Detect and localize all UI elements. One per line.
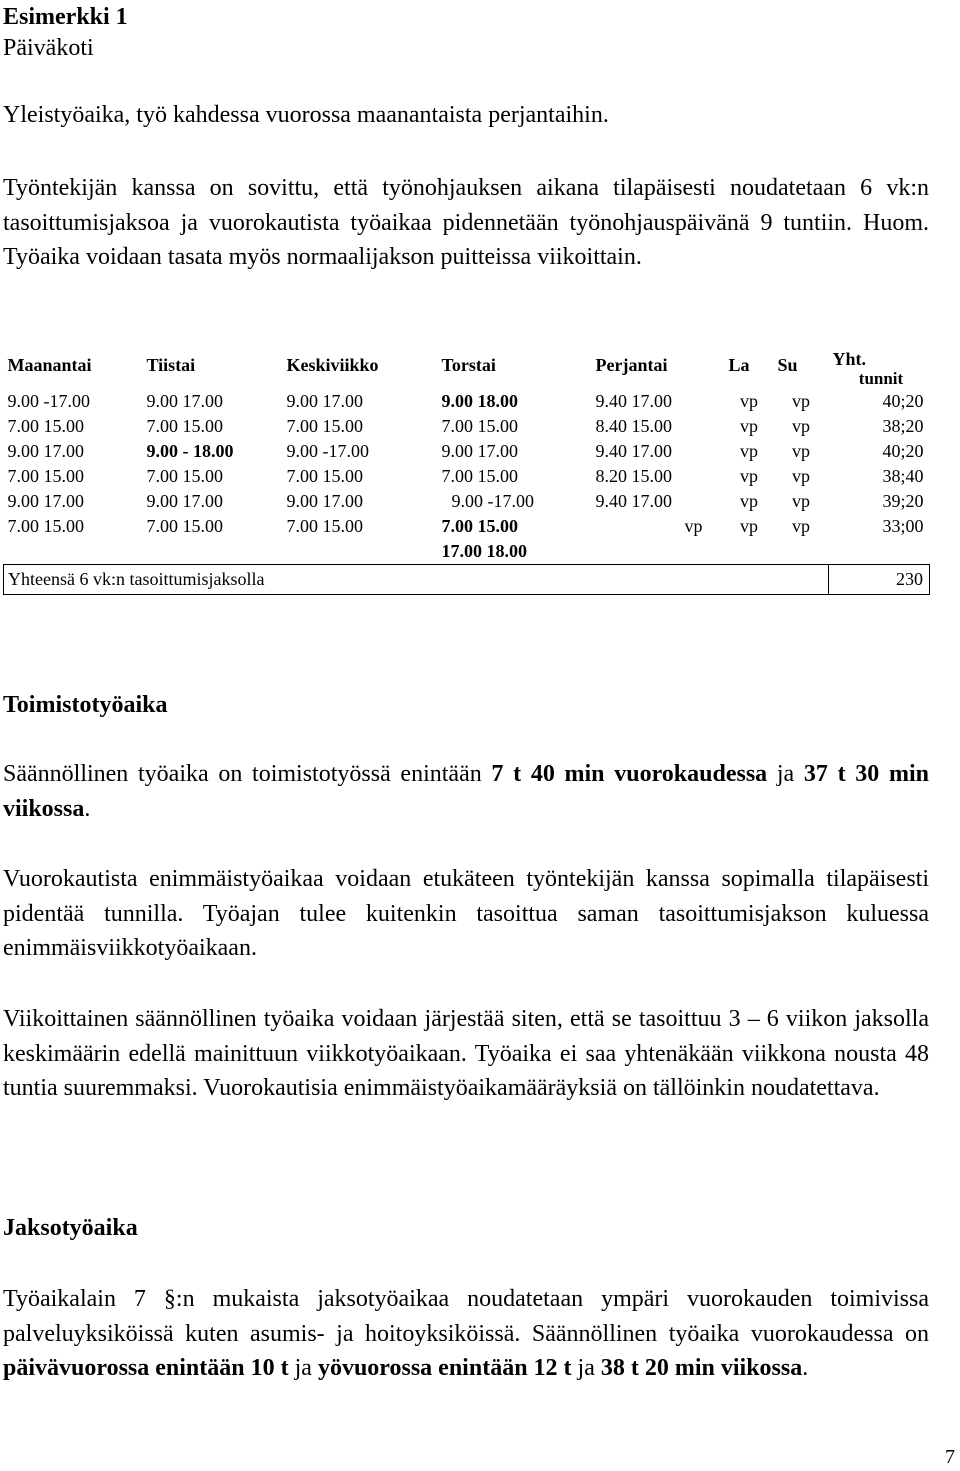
table-row	[4, 464, 930, 489]
table-cell: 7.00 15.00	[7, 516, 84, 536]
table-cell: 33;00	[882, 516, 924, 536]
table-row	[4, 439, 930, 464]
table-cell: 9.00 -17.00	[451, 491, 534, 511]
table-cell: vp	[684, 516, 703, 536]
table-cell: 40;20	[882, 441, 924, 461]
header-cell: Keskiviikko	[286, 354, 379, 375]
table-cell: 7.00 15.00	[286, 416, 363, 436]
section-heading-jakso: Jaksotyöaika	[3, 1215, 138, 1241]
table-cell: vp	[740, 491, 758, 511]
table-cell: vp	[740, 441, 758, 461]
table-row	[4, 489, 930, 514]
table-cell: vp	[792, 516, 810, 536]
text-run-bold: 7 t 40 min vuorokaudessa	[491, 761, 768, 787]
jakso-paragraph	[3, 1282, 929, 1386]
text-run-bold: päivävuorossa enintään 10 t	[3, 1355, 289, 1381]
table-row	[4, 389, 930, 414]
table-cell: vp	[740, 391, 758, 411]
toimisto-paragraph-1	[3, 757, 929, 826]
table-cell: 40;20	[882, 391, 924, 411]
table-cell: 8.20 15.00	[595, 466, 672, 486]
table-cell: 7.00 15.00	[441, 466, 518, 486]
text-run-bold: yövuorossa enintään 12 t	[317, 1355, 572, 1381]
table-cell: 9.40 17.00	[595, 391, 672, 411]
table-cell: vp	[792, 491, 810, 511]
header-cell: Torstai	[441, 354, 496, 375]
page-number: 7	[945, 1446, 955, 1468]
document-page	[3, 0, 930, 1381]
total-label: Yhteensä 6 vk:n tasoittumisjaksolla	[4, 565, 829, 595]
agreement-paragraph: Työntekijän kanssa on sovittu, että työnohjauksen aikana tilapäisesti noudatetaan 6 vk:n tasoittumisjaksoa ja vuorokautista työaikaa pidennetään työnohjauspäivänä 9 tuntiin. Huom. Työaika voidaan tasata myös normaalijakson puitteissa viikoittain.	[3, 175, 929, 270]
table-cell: 39;20	[882, 491, 924, 511]
header-cell: Su	[777, 354, 798, 375]
intro-paragraph: Yleistyöaika, työ kahdessa vuorossa maanantaista perjantaihin.	[3, 102, 609, 128]
table-cell: 7.00 15.00	[441, 416, 518, 436]
table-cell: 9.00 17.00	[146, 491, 223, 511]
total-value: 230	[829, 565, 930, 595]
text-run-bold: 37 t 30 min viikossa	[3, 761, 930, 822]
table-cell: 7.00 15.00	[7, 466, 84, 486]
table-cell: 9.00 -17.00	[286, 441, 369, 461]
text-run-bold: 38 t 20 min viikossa	[600, 1355, 803, 1381]
section-heading-toimisto: Toimistotyöaika	[3, 692, 168, 718]
table-cell-line: 17.00 18.00	[441, 541, 527, 561]
example-title: Esimerkki 1	[3, 4, 128, 30]
table-cell: 9.00 17.00	[7, 491, 84, 511]
table-cell: 9.00 18.00	[441, 391, 518, 411]
table-cell-double	[438, 514, 592, 565]
header-cell: Perjantai	[595, 354, 668, 375]
table-header-row	[4, 341, 930, 389]
table-row	[4, 414, 930, 439]
table-cell: vp	[792, 466, 810, 486]
table-cell: vp	[792, 441, 810, 461]
text-run: ja	[571, 1355, 601, 1381]
table-cell: 7.00 15.00	[286, 466, 363, 486]
header-cell: La	[728, 354, 750, 375]
table-cell: 9.00 17.00	[286, 391, 363, 411]
toimisto-paragraph-2: Vuorokautista enimmäistyöaikaa voidaan etukäteen työntekijän kanssa sopimalla tilapäisesti pidentää tunnilla. Työajan tulee kuitenkin tasoittua saman tasoittumisjakson kuluessa enimmäisviikkotyöaikaan.	[3, 866, 929, 961]
header-cell: Maanantai	[7, 354, 92, 375]
table-cell: 9.40 17.00	[595, 441, 672, 461]
table-cell: 9.40 17.00	[595, 491, 672, 511]
table-cell: 7.00 15.00	[7, 416, 84, 436]
table-cell: 7.00 15.00	[146, 516, 223, 536]
table-cell: 38;40	[882, 466, 924, 486]
table-row	[4, 514, 930, 565]
schedule-table	[3, 341, 930, 595]
table-cell: 9.00 17.00	[286, 491, 363, 511]
text-run: ja	[767, 761, 804, 787]
table-total-row	[4, 565, 930, 595]
table-cell: vp	[740, 466, 758, 486]
table-cell: 38;20	[882, 416, 924, 436]
table-cell: vp	[740, 416, 758, 436]
text-run: .	[802, 1355, 809, 1381]
text-run: Säännöllinen työaika on toimistotyössä enintään	[3, 761, 492, 787]
table-cell: 9.00 - 18.00	[146, 441, 234, 461]
header-total-label: Yht.	[832, 349, 867, 369]
table-cell: 9.00 17.00	[7, 441, 84, 461]
header-total-unit: tunnit	[858, 369, 904, 388]
table-cell: 8.40 15.00	[595, 416, 672, 436]
header-cell: Tiistai	[146, 354, 196, 375]
table-cell: vp	[792, 416, 810, 436]
table-cell: 9.00 17.00	[146, 391, 223, 411]
text-run: Työaikalain 7 §:n mukaista jaksotyöaikaa noudatetaan ympäri vuorokauden toimivissa palveluyksiköissä kuten asumis- ja hoitoyksiköissä. Säännöllinen työaika vuorokaudessa on	[3, 1286, 929, 1347]
table-cell: 7.00 15.00	[146, 416, 223, 436]
text-run: ja	[288, 1355, 318, 1381]
table-cell-line: 7.00 15.00	[441, 516, 518, 536]
text-run: .	[84, 795, 91, 822]
table-cell: 7.00 15.00	[146, 466, 223, 486]
table-cell: 9.00 -17.00	[7, 391, 90, 411]
table-cell: 7.00 15.00	[286, 516, 363, 536]
toimisto-paragraph-3: Viikoittainen säännöllinen työaika voidaan järjestää siten, että se tasoittuu 3 – 6 viikon jaksolla keskimäärin edellä mainittuun viikkotyöaikaan. Työaika ei saa yhtenäkään viikkona nousta 48 tuntia suuremmaksi. Vuorokautisia enimmäistyöaikamääräyksiä on tällöinkin noudatettava.	[3, 1006, 929, 1101]
example-subtitle: Päiväkoti	[3, 35, 94, 61]
header-total-cell	[829, 341, 930, 389]
table-cell: vp	[792, 391, 810, 411]
table-cell: vp	[740, 516, 758, 536]
table-cell: 9.00 17.00	[441, 441, 518, 461]
